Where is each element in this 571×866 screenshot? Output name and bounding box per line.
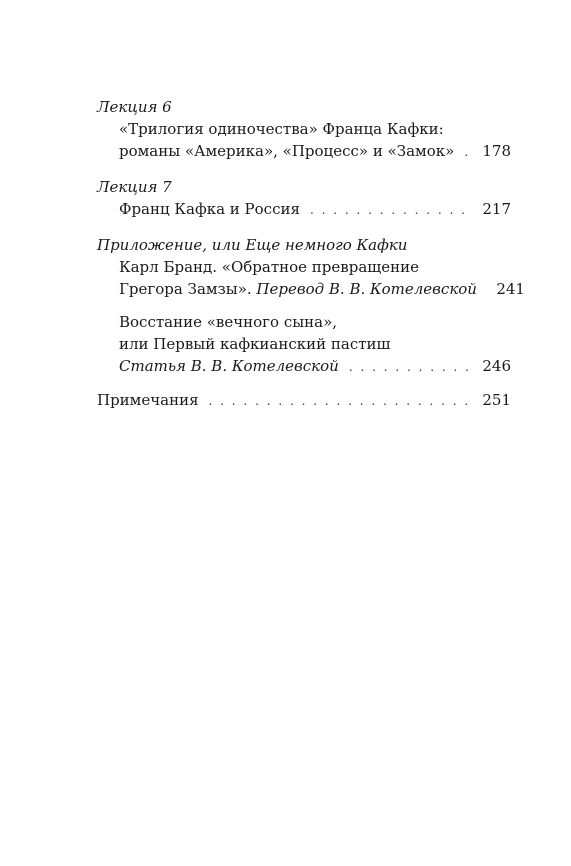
entry-article-credit: Статья В. В. Котелевской [119,357,339,375]
page-number: 178 [482,142,511,160]
toc-section-lecture-7 [97,176,511,220]
entry-title: Примечания [97,391,199,409]
page-number: 246 [482,357,511,375]
entry-leader-line [97,389,511,411]
section-heading-lecture-6: Лекция 6 [97,98,172,116]
entry-title-line-2: или Первый кафкианский пастиш [119,335,391,353]
entry-leader-line [119,198,511,220]
entry-translator-credit: Перевод В. В. Котелевской [256,280,477,298]
page-number: 241 [496,280,525,298]
entry-title-line-3 [119,355,339,377]
section-heading-appendix: Приложение, или Еще немного Кафки [97,236,408,254]
toc-section-lecture-6 [97,96,511,162]
entry-title-line-2: романы «Америка», «Процесс» и «Замок» [119,142,455,160]
entry-title-line-2 [119,278,477,300]
dot-leader [349,356,473,378]
entry-leader-line [119,140,511,162]
toc-section-notes[interactable] [97,389,511,411]
spacer [97,162,511,176]
spacer [97,377,511,389]
entry-title-line-1: Восстание «вечного сына», [119,313,338,331]
entry-title: Франц Кафка и Россия [119,200,300,218]
spacer [97,220,511,234]
entry-title-regular: Грегора Замзы». [119,280,252,298]
dot-leader [464,141,473,163]
entry-title-line-1: Карл Бранд. «Обратное превращение [119,258,419,276]
toc-entry-reverse-metamorphosis[interactable] [119,256,525,300]
entry-title-line-1: «Трилогия одиночества» Франца Кафки: [119,120,444,138]
dot-leader [209,390,473,412]
toc-entry-kafka-russia[interactable] [119,198,511,220]
spacer [97,300,511,311]
page-number: 217 [482,200,511,218]
page-number: 251 [482,391,511,409]
dot-leader [310,199,473,221]
entry-leader-line [119,355,511,377]
toc-entry-eternal-son[interactable] [119,311,511,377]
toc-entry-kafka-trilogy[interactable] [119,118,511,162]
section-heading-lecture-7: Лекция 7 [97,178,172,196]
entry-leader-line [119,278,525,300]
toc-section-appendix [97,234,525,377]
table-of-contents [97,96,525,411]
